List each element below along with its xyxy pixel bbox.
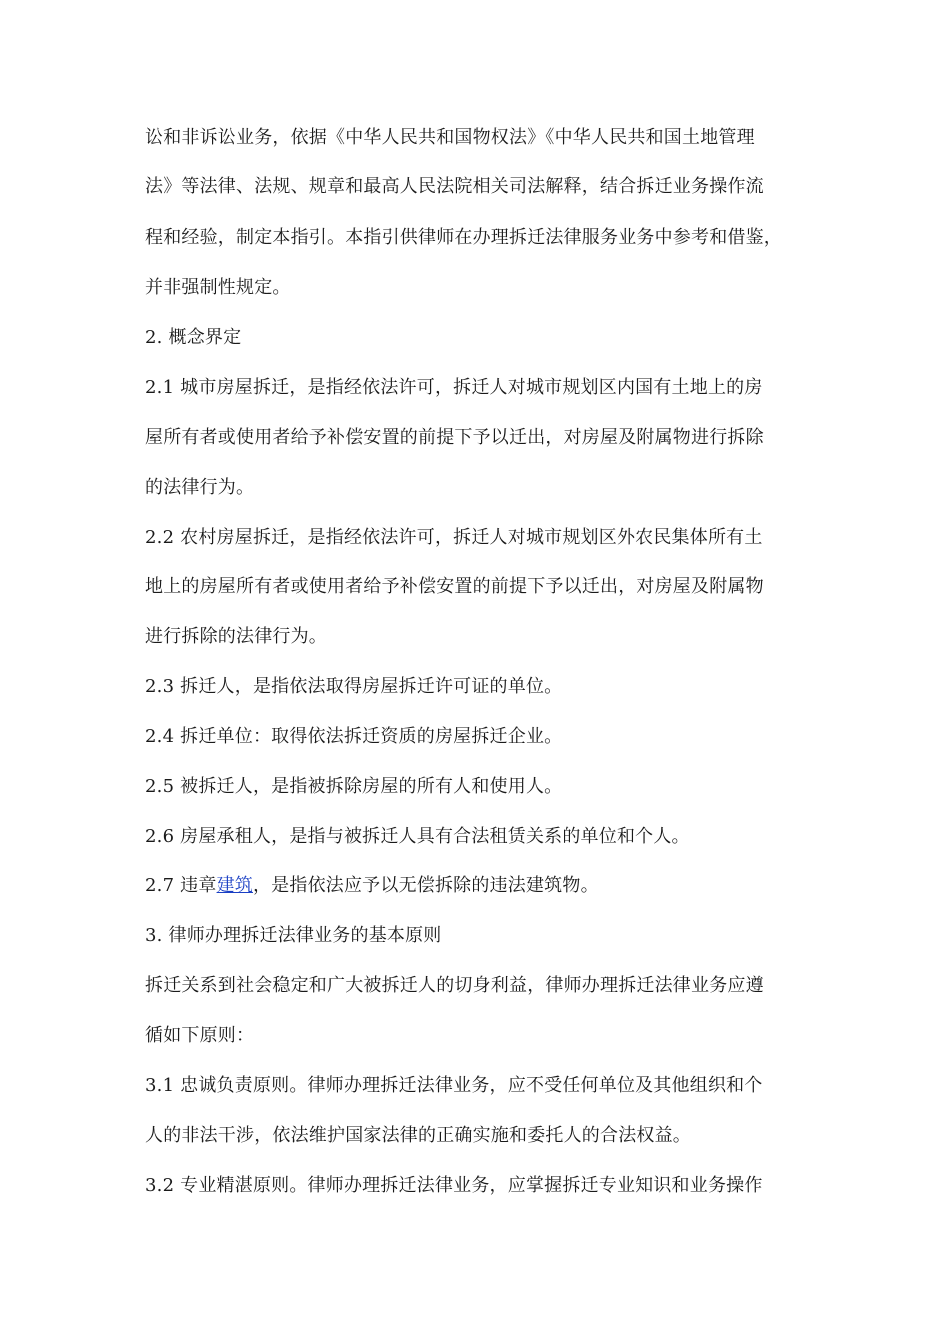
text-line: 地上的房屋所有者或使用者给予补偿安置的前提下予以迁出，对房屋及附属物: [145, 576, 764, 597]
text-segment: ，是指依法应予以无偿拆除的违法建筑物。: [252, 875, 599, 896]
text-line: 2.2 农村房屋拆迁，是指经依法许可，拆迁人对城市规划区外农民集体所有土: [145, 527, 763, 548]
section-heading: 2. 概念界定: [145, 327, 242, 348]
text-line: 3.2 专业精湛原则。律师办理拆迁法律业务，应掌握拆迁专业知识和业务操作: [145, 1175, 763, 1196]
text-line-with-link: [145, 874, 599, 898]
text-line: 2.3 拆迁人，是指依法取得房屋拆迁许可证的单位。: [145, 676, 563, 697]
text-line: 法》等法律、法规、规章和最高人民法院相关司法解释，结合拆迁业务操作流: [145, 176, 764, 197]
text-line: 程和经验，制定本指引。本指引供律师在办理拆迁法律服务业务中参考和借鉴，: [145, 227, 782, 248]
text-line: 屋所有者或使用者给予补偿安置的前提下予以迁出，对房屋及附属物进行拆除: [145, 427, 764, 448]
text-line: 讼和非诉讼业务，依据《中华人民共和国物权法》《中华人民共和国土地管理: [145, 127, 755, 148]
building-link[interactable]: 建筑: [216, 875, 253, 896]
section-heading: 3. 律师办理拆迁法律业务的基本原则: [145, 925, 442, 946]
text-line: 并非强制性规定。: [145, 277, 291, 298]
text-line: 的法律行为。: [145, 477, 255, 498]
text-line: 2.1 城市房屋拆迁，是指经依法许可，拆迁人对城市规划区内国有土地上的房: [145, 377, 763, 398]
text-line: 人的非法干涉，依法维护国家法律的正确实施和委托人的合法权益。: [145, 1125, 691, 1146]
text-line: 循如下原则：: [145, 1025, 255, 1046]
text-line: 2.5 被拆迁人，是指被拆除房屋的所有人和使用人。: [145, 776, 563, 797]
text-line: 进行拆除的法律行为。: [145, 626, 327, 647]
text-line: 3.1 忠诚负责原则。律师办理拆迁法律业务，应不受任何单位及其他组织和个: [145, 1075, 763, 1096]
text-segment: 2.7 违章: [145, 875, 217, 896]
text-line: 拆迁关系到社会稳定和广大被拆迁人的切身利益，律师办理拆迁法律业务应遵: [145, 975, 764, 996]
text-line: 2.6 房屋承租人，是指与被拆迁人具有合法租赁关系的单位和个人。: [145, 826, 690, 847]
text-line: 2.4 拆迁单位：取得依法拆迁资质的房屋拆迁企业。: [145, 726, 563, 747]
